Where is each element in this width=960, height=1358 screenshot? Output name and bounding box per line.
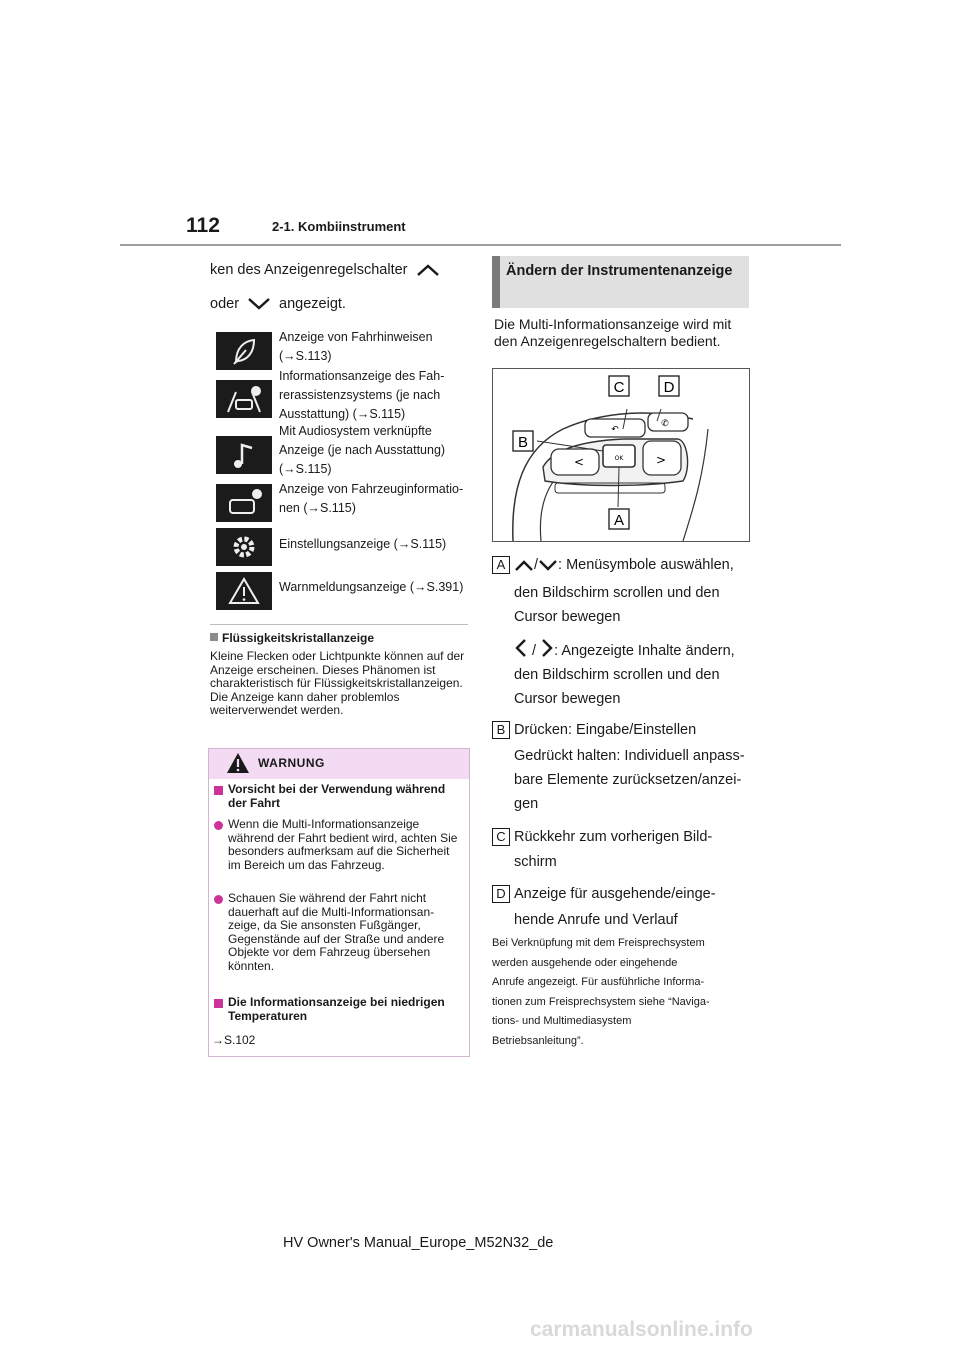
- note-body: Kleine Flecken oder Lichtpunkte können auf der Anzeige erscheinen. Dieses Phänomen ist charakteristisch für Flüssigkeitskristallanzeigen. Die Anzeige kann daher problemlos weiterverwendet werden.: [210, 649, 465, 717]
- warning-square-bullet-icon: [214, 999, 223, 1008]
- warning-icon: [226, 752, 250, 774]
- mode-text-2: Informationsanzeige des Fahrerassistenzsystems (je nach Ausstattung) (→S.115): [279, 369, 445, 421]
- square-bullet-icon: [210, 633, 218, 641]
- chevron-up-icon: [514, 559, 534, 572]
- svg-text:>: >: [655, 453, 667, 467]
- watermark: carmanualsonline.info: [530, 1318, 753, 1341]
- driver-assist-icon: [216, 380, 272, 418]
- a-slash-1: /: [534, 557, 539, 573]
- change-display-title: Ändern der Instrumentenanzeige: [506, 263, 733, 279]
- note-title-text: Flüssigkeitskristallanzeige: [222, 631, 375, 645]
- warning-item1-point1: Wenn die Multi-Informationsanzeige während der Fahrt bedient wird, achten Sie besonders aufmerksam auf die Sicherheit im Bereich um das Fahrzeug.: [228, 817, 458, 872]
- diagram-label-b: B: [517, 434, 529, 451]
- a-line-5: den Bildschirm scrollen und den: [514, 667, 720, 683]
- c-line-2: schirm: [514, 854, 557, 870]
- c-line-1: Rückkehr zum vorherigen Bild-: [514, 829, 713, 845]
- mode-text-5: Einstellungsanzeige (→S.115): [279, 537, 447, 551]
- d-line-2: hende Anrufe und Verlauf: [514, 912, 678, 928]
- label-d: D: [492, 885, 510, 903]
- warning-item2-title: Die Informationsanzeige bei niedrigen Temperaturen: [228, 995, 445, 1023]
- intro-line-2: [210, 296, 346, 312]
- chevron-right-icon: [540, 638, 554, 658]
- change-display-bar: [492, 256, 500, 308]
- handsfree-note-line: tions- und Multimediasystem: [492, 1015, 632, 1027]
- change-display-body: Die Multi-Informationsanzeige wird mit den Anzeigenregelschaltern bedient.: [494, 316, 732, 349]
- header-divider: [120, 244, 841, 246]
- handsfree-note-line: Bei Verknüpfung mit dem Freisprechsystem: [492, 937, 705, 949]
- chevron-left-icon: [514, 638, 528, 658]
- warning-item2-ref: →S.102: [212, 1033, 256, 1047]
- a-text-1: : Menüsymbole auswählen,: [558, 557, 734, 573]
- label-b: B: [492, 721, 510, 739]
- svg-text:OK: OK: [614, 455, 624, 462]
- warning-square-bullet-icon: [214, 786, 223, 795]
- handsfree-note: [492, 934, 754, 1051]
- music-note-icon: [216, 436, 272, 474]
- b-line-1: Drücken: Eingabe/Einstellen: [514, 722, 697, 738]
- warning-label: WARNUNG: [258, 756, 325, 770]
- a-line-6: Cursor bewegen: [514, 691, 621, 707]
- a-line-4: [514, 638, 735, 660]
- handsfree-note-line: Anrufe angezeigt. Für ausführliche Informa-: [492, 976, 705, 988]
- mode-text-1: Anzeige von Fahrhinweisen (→S.113): [279, 330, 433, 363]
- warning-dot-bullet-icon: [214, 821, 223, 830]
- handsfree-note-line: werden ausgehende oder eingehende: [492, 956, 678, 969]
- vehicle-info-icon: [216, 484, 272, 522]
- page-number: 112: [186, 214, 220, 237]
- b-line-3: bare Elemente zurücksetzen/anzei-: [514, 772, 742, 788]
- chevron-up-icon: [416, 263, 440, 277]
- section-divider: [210, 624, 468, 625]
- warning-dot-bullet-icon: [214, 895, 223, 904]
- steering-switch-diagram: [492, 368, 750, 542]
- svg-text:↶: ↶: [611, 425, 619, 435]
- a-line-1: [514, 557, 734, 574]
- intro-line-1: [210, 262, 440, 278]
- leaf-icon: [216, 332, 272, 370]
- footer-text: HV Owner's Manual_Europe_M52N32_de: [283, 1235, 554, 1251]
- a-text-4: : Angezeigte Inhalte ändern,: [554, 643, 735, 659]
- diagram-label-a: A: [613, 512, 625, 529]
- chevron-down-icon: [538, 559, 558, 572]
- label-a: A: [492, 556, 510, 574]
- a-line-2: den Bildschirm scrollen und den: [514, 585, 720, 601]
- section-title: 2-1. Kombiinstrument: [272, 219, 406, 234]
- handsfree-note-line: Betriebsanleitung”.: [492, 1034, 584, 1047]
- intro-text-3: angezeigt.: [279, 296, 346, 312]
- note-title: [210, 631, 374, 645]
- mode-text-6: Warnmeldungsanzeige (→S.391): [279, 580, 464, 594]
- mode-text-4: Anzeige von Fahrzeuginformationen (→S.115): [279, 482, 464, 515]
- diagram-label-c: C: [613, 379, 625, 396]
- diagram-label-d: D: [663, 379, 675, 396]
- label-c: C: [492, 828, 510, 846]
- a-slash-2: /: [532, 643, 537, 659]
- handsfree-note-line: tionen zum Freisprechsystem siehe “Naviga-: [492, 995, 710, 1008]
- intro-text-2: oder: [210, 296, 240, 312]
- chevron-down-icon: [247, 297, 271, 311]
- mode-text-3: Mit Audiosystem verknüpfte Anzeige (je nach Ausstattung) (→S.115): [279, 424, 446, 476]
- svg-text:✆: ✆: [661, 419, 669, 429]
- warning-item1-point2: Schauen Sie während der Fahrt nicht dauerhaft auf die Multi-Informationsanzeige, da Sie ansonsten Fußgänger, Gegenstände auf der Straße und andere Objekte vor dem Fahrzeug übersehen könnten.: [228, 891, 445, 973]
- warning-item1-title: Vorsicht bei der Verwendung während der Fahrt: [228, 782, 446, 810]
- gear-icon: [216, 528, 272, 566]
- b-line-2: Gedrückt halten: Individuell anpass-: [514, 748, 745, 764]
- svg-text:<: <: [573, 455, 585, 469]
- b-line-4: gen: [514, 796, 539, 812]
- a-line-3: Cursor bewegen: [514, 609, 621, 625]
- intro-text-1: ken des Anzeigenregelschalter: [210, 262, 408, 278]
- d-line-1: Anzeige für ausgehende/einge-: [514, 886, 716, 902]
- warning-triangle-icon: [216, 572, 272, 610]
